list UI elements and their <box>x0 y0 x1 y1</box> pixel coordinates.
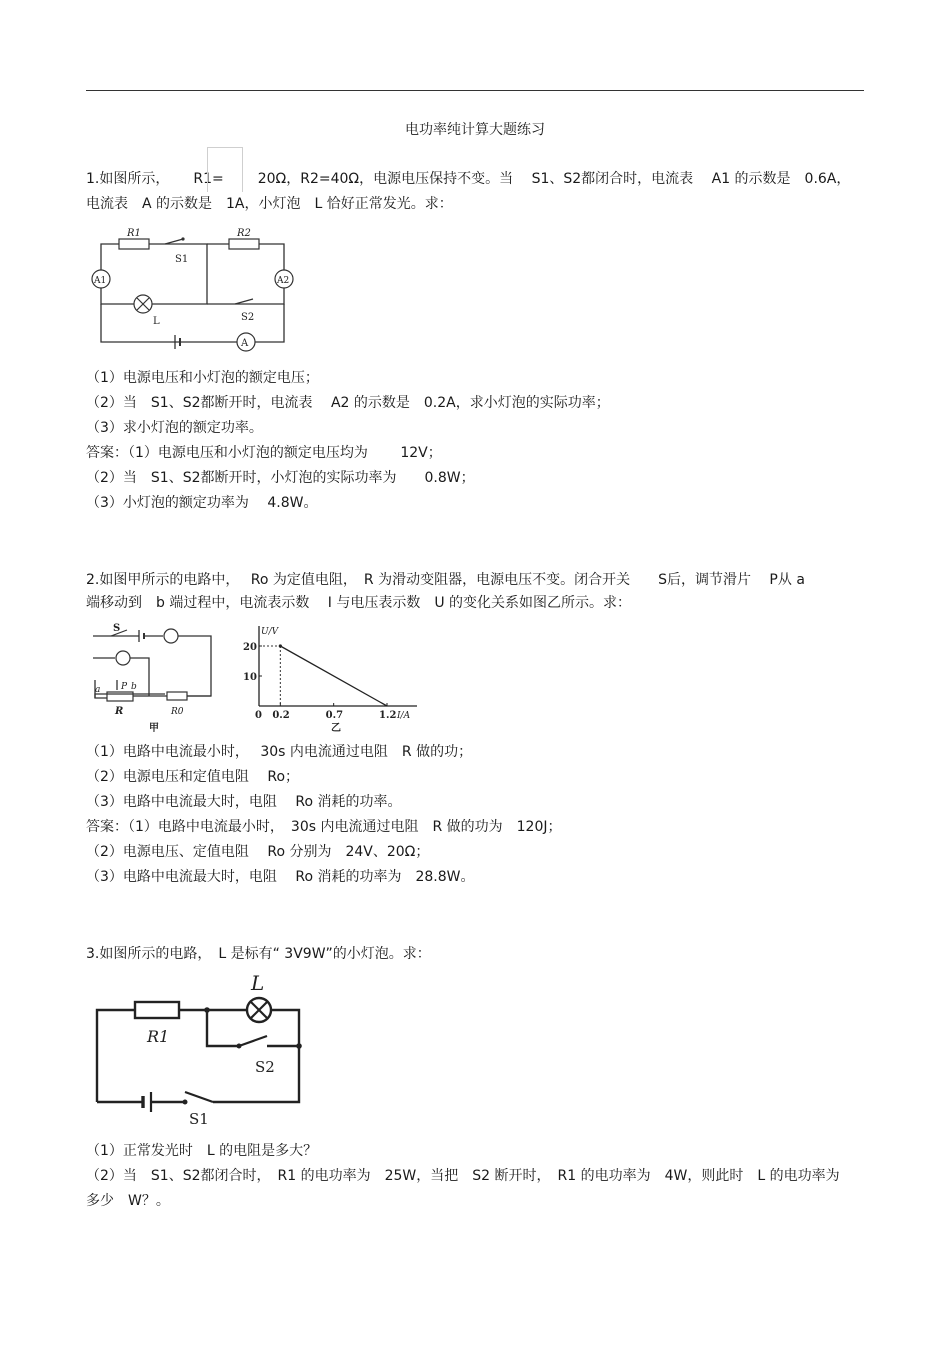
y-axis-label: U/V <box>261 627 279 637</box>
q1-prefix: 1.如图所示， <box>86 171 170 187</box>
x-tick-label: 1.2 <box>379 710 397 721</box>
fig2-label-b: b <box>131 682 137 692</box>
fig2-label-p: P <box>121 682 128 692</box>
q1-line-1 <box>86 169 850 189</box>
q3-question-2: （2）当 S1、S2都闭合时， R1 的电功率为 25W，当把 S2 断开时， R1 的电功率为 4W，则此时 L 的电功率为 <box>86 1168 840 1184</box>
q3-circuit-figure <box>87 970 307 1130</box>
iu-chart <box>243 626 417 734</box>
fig2-label-a: a <box>95 685 101 695</box>
q2-question-3: （3）电路中电流最大时，电阻 Ro 消耗的功率。 <box>86 794 402 810</box>
fig1-label-a2: A2 <box>277 276 290 286</box>
fig3-label-s2: S2 <box>255 1058 275 1076</box>
fig1-label-a1: A1 <box>94 276 107 286</box>
q3-line-1: 3.如图所示的电路， L 是标有“ 3V9W”的小灯泡。求： <box>86 946 431 962</box>
fig2-label-r0: R0 <box>171 707 184 717</box>
fig1-label-s2: S2 <box>241 312 255 323</box>
q1-line-2: 电流表 A 的示数是 1A，小灯泡 L 恰好正常发光。求： <box>86 196 453 212</box>
fig3-label-s1: S1 <box>189 1110 209 1128</box>
fig1-label-s1: S1 <box>175 254 189 265</box>
fig3-label-r1: R1 <box>147 1027 170 1046</box>
q2-line-1: 2.如图甲所示的电路中， Ro 为定值电阻， R 为滑动变阻器，电源电压不变。闭合开关 S后，调节滑片 P从 a <box>86 572 805 588</box>
q2-question-2: （2）电源电压和定值电阻 Ro； <box>86 769 300 785</box>
q2-line-2: 端移动到 b 端过程中，电流表示数 I 与电压表示数 U 的变化关系如图乙所示。求： <box>86 595 632 611</box>
q1-circuit-figure <box>87 224 301 356</box>
q1-question-3: （3）求小灯泡的额定功率。 <box>86 420 263 436</box>
fig1-label-r2: R2 <box>237 228 251 239</box>
q1-answer-2: （2）当 S1、S2都断开时，小灯泡的实际功率为 0.8W； <box>86 470 475 486</box>
x-axis-label: I/A <box>397 711 411 721</box>
fig2-label-r: R <box>115 706 124 717</box>
fig2-label-jia: 甲 <box>149 723 159 734</box>
series-line-iu <box>280 646 387 706</box>
fig1-label-a: A <box>241 338 249 349</box>
q2-question-1: （1）电路中电流最小时， 30s 内电流通过电阻 R 做的功； <box>86 744 473 760</box>
r1-resistor <box>119 239 149 249</box>
fig2-label-yi: 乙 <box>331 723 341 734</box>
q1-question-1: （1）电源电压和小灯泡的额定电压； <box>86 370 319 386</box>
x-tick-label: 0.2 <box>272 710 290 721</box>
fig1-label-l: L <box>153 316 160 327</box>
q1-text-rest: 20Ω，R2=40Ω，电源电压保持不变。当 S1、S2都闭合时，电流表 A1 的示数是 0.6A， <box>257 171 851 187</box>
page-title: 电功率纯计算大题练习 <box>405 122 545 138</box>
y-tick-label: 10 <box>243 672 257 683</box>
q1-answer-1: 答案：（1）电源电压和小灯泡的额定电压均为 12V； <box>86 445 442 461</box>
q3-question-2-cont: 多少 W？。 <box>86 1193 170 1209</box>
q2-figure <box>87 618 421 736</box>
q1-question-2: （2）当 S1、S2都断开时，电流表 A2 的示数是 0.2A，求小灯泡的实际功率； <box>86 395 610 411</box>
top-rule <box>86 90 864 91</box>
x-tick-label: 0.7 <box>325 710 344 721</box>
x-tick-label: 0 <box>255 710 262 721</box>
q1-r1-label: R1= <box>193 171 224 187</box>
fig1-label-r1: R1 <box>127 228 141 239</box>
r1-resistor-q3 <box>135 1002 179 1018</box>
q3-question-1: （1）正常发光时 L 的电阻是多大？ <box>86 1143 318 1159</box>
q2-answer-2: （2）电源电压、定值电阻 Ro 分别为 24V、20Ω； <box>86 844 430 860</box>
fig3-label-l: L <box>251 971 265 995</box>
q1-answer-3: （3）小灯泡的额定功率为 4.8W。 <box>86 495 318 511</box>
q2-answer-1: 答案：（1）电路中电流最小时， 30s 内电流通过电阻 R 做的功为 120J； <box>86 819 562 835</box>
y-tick-label: 20 <box>243 642 257 653</box>
q2-answer-3: （3）电路中电流最大时，电阻 Ro 消耗的功率为 28.8W。 <box>86 869 475 885</box>
q1-answer-blank <box>207 147 243 192</box>
fig2-label-s: S <box>113 623 121 634</box>
